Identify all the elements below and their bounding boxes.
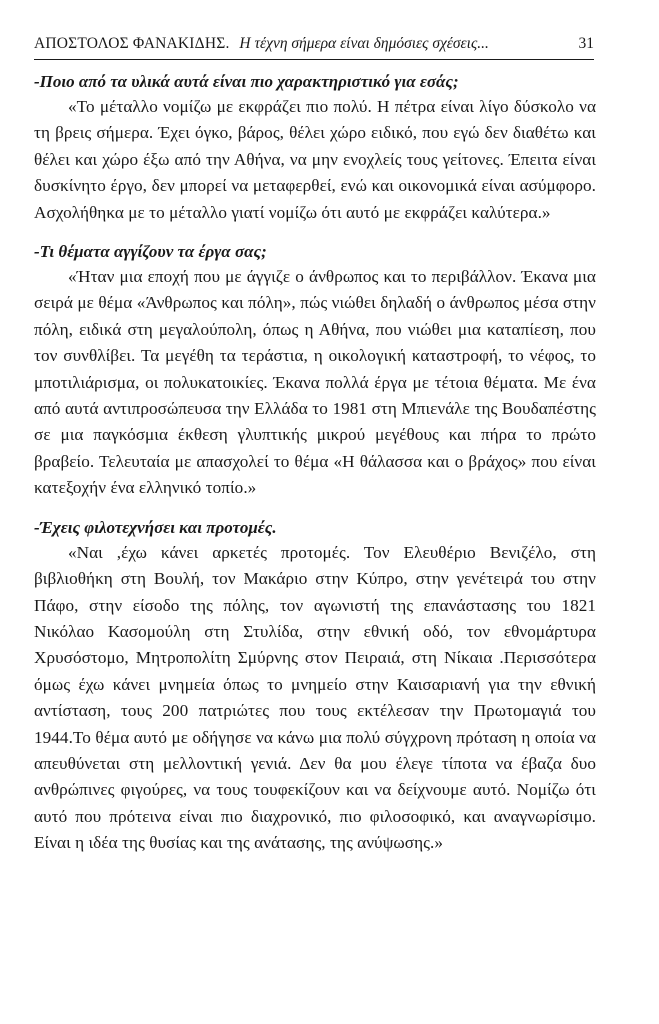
- qa-section: [34, 70, 596, 226]
- question-heading: -Ποιο από τα υλικά αυτά είναι πιο χαρακτηριστικό για εσάς;: [34, 72, 459, 91]
- answer-paragraph: «Το μέταλλο νομίζω με εκφράζει πιο πολύ. Η πέτρα είναι λίγο δύσκολο να τη βρεις σήμερα. Έχει όγκο, βάρος, θέλει χώρο ειδικό, που εγώ δεν διαθέτω και θέλει και χώρο έξω από την Αθήνα, να μην ενοχλείς τους γείτονες. Έπειτα είναι δυσκίνητο έργο, δεν μπορεί να μεταφερθεί, ενώ και οικονομικά είναι ασύμφορο. Ασχολήθηκα με το μέταλλο γιατί νομίζω ότι αυτό με εκφράζει καλύτερα.»: [34, 97, 596, 222]
- answer-paragraph: «Ναι ,έχω κάνει αρκετές προτομές. Τον Ελευθέριο Βενιζέλο, στη βιβλιοθήκη στη Βουλή, τον Μακάριο στην Κύπρο, στην γενέτειρά του στην Πάφο, στην είσοδο της πόλης, τον αγωνιστή της επανάστασης του 1821 Νικόλαο Κασομούλη στη Στυλίδα, στην εθνική οδό, τον εθνομάρτυρα Χρυσόστομο, Μητροπολίτη Σμύρνης στον Πειραιά, στη Νίκαια .Περισσότερα όμως έχω κάνει μνημεία όπως το μνημείο στην Καισαριανή για την εθνική αντίσταση, τους 200 πατριώτες που τους εκτέλεσαν την Πρωτομαγιά του 1944.Το θέμα αυτό με οδήγησε να κάνω μια πολύ σύγχρονη πρόταση η οποία να απευθύνεται στη μελλοντική γενιά. Δεν θα μου έλεγε τίποτα να έβαζα δυο ανθρώπινες φιγούρες, να τους τουφεκίζουν και να δείχνουμε αυτό. Νομίζω ότι αυτό που πρότεινα είναι πιο διαχρονικό, πιο φιλοσοφικό, και αναγνωρίσιμο. Είναι η ιδέα της θυσίας και της ανάτασης, της ανύψωσης.»: [34, 542, 596, 853]
- interview-content: [34, 70, 596, 871]
- qa-section: [34, 516, 596, 857]
- running-header: [34, 33, 594, 60]
- header-title: Η τέχνη σήμερα είναι δημόσιες σχέσεις...: [239, 35, 489, 52]
- question-heading: -Τι θέματα αγγίζουν τα έργα σας;: [34, 242, 267, 262]
- header-author: ΑΠΟΣΤΟΛΟΣ ΦΑΝΑΚΙΔΗΣ.: [34, 35, 230, 52]
- qa-section: [34, 240, 596, 502]
- answer-paragraph: «Ήταν μια εποχή που με άγγιζε ο άνθρωπος και το περιβάλλον. Έκανα μια σειρά με θέμα «Άνθρωπος και πόλη», πώς νιώθει δηλαδή ο άνθρωπος μέσα στην πόλη, ειδικά στη μεγαλούπολη, όπως η Αθήνα, που νιώθει μια καταπίεση, που τον συνθλίβει. Τα μεγέθη τα τεράστια, η οικολογική καταστροφή, το νέφος, το μποτιλιάρισμα, οι πολυκατοικίες. Έκανα πολλά έργα με τέτοια θέματα. Με ένα από αυτά αντιπροσώπευσα την Ελλάδα το 1981 στη Μπιενάλε της Βουδαπέστης σε μια παγκόσμια έκθεση γλυπτικής μικρού μεγέθους και πήρα το πρώτο βραβείο. Τελευταία με απασχολεί το θέμα «Η θάλασσα και ο βράχος» που είναι κατεξοχήν ένα ελληνικό τοπίο.»: [34, 267, 596, 498]
- page-number: 31: [578, 35, 594, 52]
- question-heading: -Έχεις φιλοτεχνήσει και προτομές.: [34, 517, 277, 537]
